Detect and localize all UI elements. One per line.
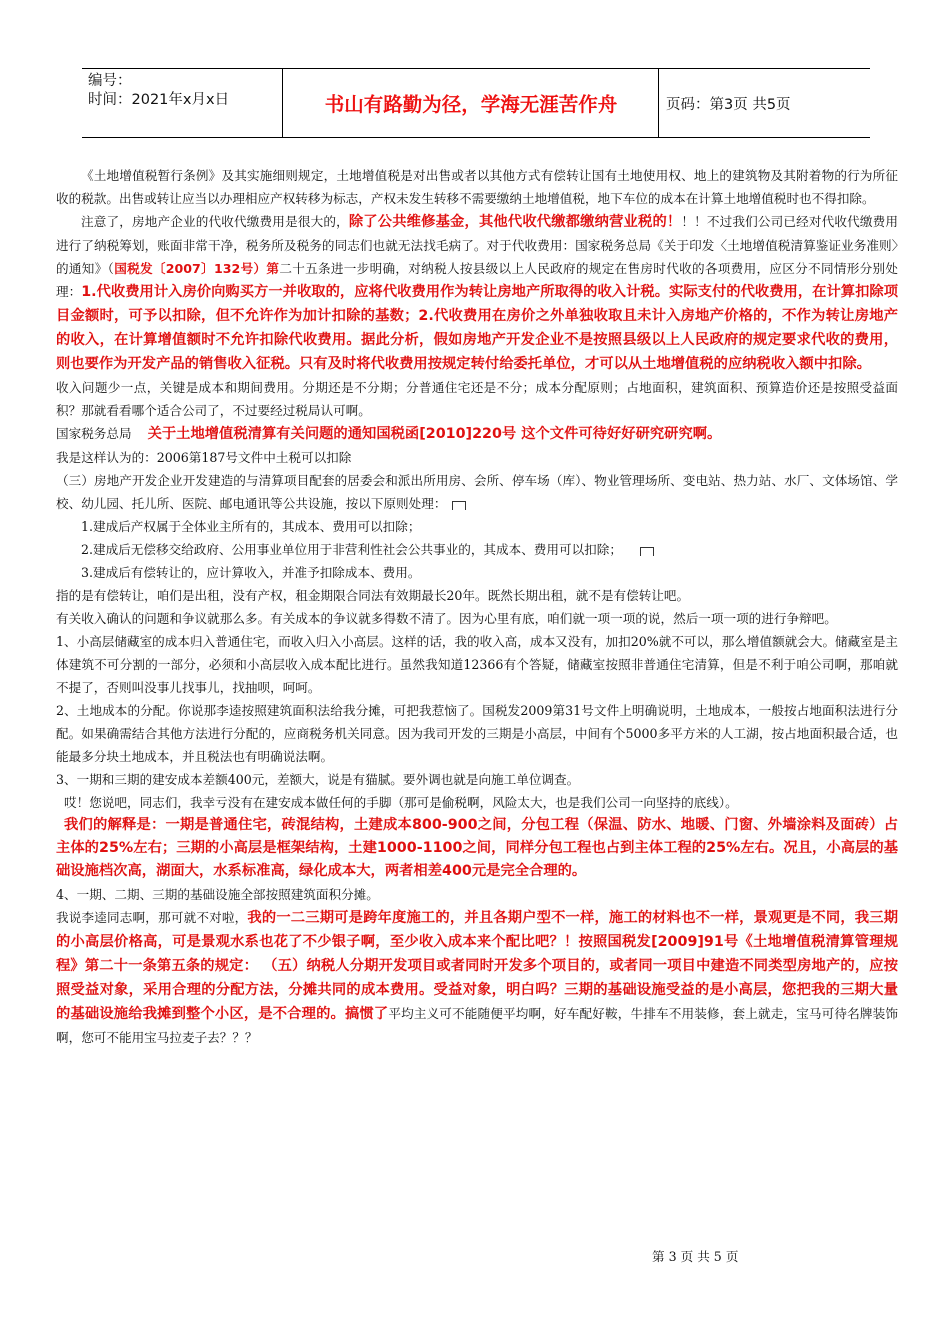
time-label: 时间：2021年x月x日: [88, 92, 230, 108]
paragraph: 我是这样认为的：2006第187号文件中土税可以扣除: [56, 450, 352, 465]
paragraph: [56, 422, 898, 446]
text-run: ！！不过我们公司已经对代收代缴费用进行了纳税筹划，账面非常干净，税务所及税务的同志们也就无法找毛病了。对于代收费用：国家税务总局《关于印发〈土地增值税清算鉴证业务准则〉的通知》（: [56, 214, 899, 276]
paragraph: 3、一期和三期的建安成本差额400元，差额大，说是有猫腻。要外调也就是向施工单位调查。: [56, 772, 580, 787]
paragraph-highlight: 我们的解释是：一期是普通住宅，砖混结构，土建成本800-900之间，分包工程（保温、防水、地暖、门窗、外墙涂料及面砖）占主体的25%左右；三期的小高层是框架结构，土建1000-1100之间，同样分包工程也占到主体工程的25%左右。况且，小高层的基础设施档次高，湖面大，水系标准高，绿化成本大，两者相差400元是完全合理的。: [56, 817, 898, 879]
highlight-text: 国税发〔2007〕132号）第: [114, 261, 280, 276]
paragraph: 1.建成后产权属于全体业主所有的，其成本、费用可以扣除；: [81, 519, 421, 534]
header-divider: [658, 69, 659, 137]
number-label: 编号：: [88, 73, 132, 89]
text-run: 二十五条进一步明确，对纳税人按县级以上人民政府的规定在售房时代收的各项费用，应区分不同情形分别处理：: [56, 261, 899, 299]
paragraph: 《土地增值税暂行条例》及其实施细则规定，土地增值税是对出售或者以其他方式有偿转让国有土地使用权、地上的建筑物及其附着物的行为所征收的税款。出售或转让应当以办理相应产权转移为标志，产权未发生转移不需要缴纳土地增值税，地下车位的成本在计算土地增值税时也不得扣除。: [56, 168, 898, 206]
page-footer-number: 第 3 页 共 5 页: [652, 1249, 739, 1264]
paragraph: 哎！您说吧，同志们，我幸亏没有在建安成本做任何的手脚（那可是偷税啊，风险太大，也是我们公司一向坚持的底线）。: [64, 795, 738, 810]
paragraph: [56, 210, 898, 376]
text-run: （三）房地产开发企业开发建造的与清算项目配套的居委会和派出所用房、会所、停车场（库）、物业管理场所、变电站、热力站、水厂、文体场馆、学校、幼儿园、托儿所、医院、邮电通讯等公共设施，按以下原则处理：: [56, 473, 898, 511]
paragraph: 有关收入确认的问题和争议就那么多。有关成本的争议就多得数不清了。因为心里有底，咱们就一项一项的说，然后一项一项的进行争辩吧。: [56, 611, 837, 626]
highlight-text: 我的一二三期可是跨年度施工的，并且各期户型不一样，施工的材料也不一样，景观更是不同，我三期的小高层价格高，可是景观水系也花了不少银子啊，至少收入成本来个配比吧？！按照国税发[2009]91号《土地增值税清算管理规程》第二十一条第五条的规定： （五）纳税人分期开发项目或者同时开发多个项目的，或者同一项目中建造不同类型房地产的，应按照受益对象，采用合理的分配方法，分摊共同的成本费用。受益对象，明白吗？三期的基础设施受益的是小高层，您把我的三期大量的基础设施给我摊到整个小区，是不合理的。搞惯了: [56, 910, 899, 1022]
text-run: 2.建成后无偿移交给政府、公用事业单位用于非营利性社会公共事业的，其成本、费用可以扣除；: [81, 542, 622, 557]
paragraph: [56, 469, 898, 515]
paragraph: [56, 538, 898, 561]
highlight-text: 除了公共维修基金，其他代收代缴都缴纳营业税的！: [348, 214, 682, 230]
paragraph: 4、一期、二期、三期的基础设施全部按照建筑面积分摊。: [56, 887, 379, 902]
header-motto: 书山有路勤为径，学海无涯苦作舟: [324, 93, 618, 116]
paragraph: 2、土地成本的分配。你说那李逵按照建筑面积法给我分摊，可把我惹恼了。国税发2009第31号文件上明确说明，土地成本，一般按占地面积法进行分配。如果确需结合其他方法进行分配的，应商税务机关同意。因为我司开发的三期是小高层，中间有个5000多平方米的人工湖，按占地面积最合适，也能最多分块土地成本，并且税法也有明确说法啊。: [56, 703, 898, 764]
highlight-text: 关于土地增值税清算有关问题的通知国税函[2010]220号 这个文件可待好好研究研究啊。: [147, 426, 722, 442]
header-page-label: 页码：第3页 共5页: [666, 96, 791, 113]
document-body: [56, 164, 898, 1049]
text-run: 国家税务总局: [56, 426, 132, 441]
paragraph: 指的是有偿转让，咱们是出租，没有产权，租金期限合同法有效期最长20年。既然长期出租，就不是有偿转让吧。: [56, 588, 690, 603]
header-divider: [282, 69, 283, 137]
header-table: [82, 68, 870, 138]
paragraph: [56, 906, 898, 1049]
header-meta: [88, 72, 282, 134]
paragraph: 3.建成后有偿转让的，应计算收入，并准予扣除成本、费用。: [81, 565, 421, 580]
comment-marker-icon: [640, 547, 654, 556]
highlight-text: 1.代收费用计入房价向购买方一并收取的，应将代收费用作为转让房地产所取得的收入计税。实际支付的代收费用，在计算扣除项目金额时，可予以扣除，但不允许作为加计扣除的基数；2.代收费用在房价之外单独收取且未计入房地产价格的，不作为转让房地产的收入，在计算增值额时不允许扣除代收费用。据此分析，假如房地产开发企业不是按照县级以上人民政府的规定要求代收的费用，则也要作为开发产品的销售收入征税。只有及时将代收费用按规定转付给委托单位，才可以从土地增值税的应纳税收入额中扣除。: [56, 284, 899, 372]
comment-marker-icon: [452, 501, 466, 510]
paragraph: 收入问题少一点，关键是成本和期间费用。分期还是不分期；分普通住宅还是不分；成本分配原则；占地面积，建筑面积、预算造价还是按照受益面积？那就看看哪个适合公司了，不过要经过税局认可啊。: [56, 380, 898, 418]
text-run: 我说李逵同志啊，那可就不对啦，: [56, 910, 248, 925]
text-run: 注意了，房地产企业的代收代缴费用是很大的，: [81, 214, 349, 229]
paragraph: 1、小高层储藏室的成本归入普通住宅，而收入归入小高层。这样的话，我的收入高，成本又没有，加扣20%就不可以，那么增值额就会大。储藏室是主体建筑不可分割的一部分，必须和小高层收入成本配比进行。虽然我知道12366有个答疑，储藏室按照非普通住宅清算，但是不利于咱公司啊，那咱就不提了，否则叫没事儿找事儿，找抽呗，呵呵。: [56, 634, 899, 695]
text-run: 平均主义可不能随便平均啊，好车配好鞍，牛排车不用装修，套上就走，宝马可待名牌装饰啊，您可不能用宝马拉麦子去？？？: [56, 1006, 899, 1045]
